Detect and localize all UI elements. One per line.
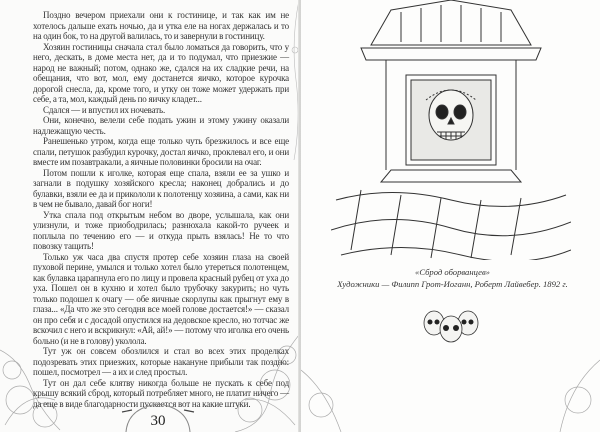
- paragraph: Потом пошли к иголке, которая еще спала, взяли ее за ушко и загнали в подушку хозяйского кресла; наконец добрались и до булавки, взяли ее да и прикололи к полотенцу хозяина, а сами, как ни в чем не бывало, давай бог ноги!: [33, 167, 289, 209]
- paragraph: Только уж часа два спустя протер себе хозяин глаза на своей пуховой перине, умылся и только хотел было утереться полотенцем, как булавка царапнула его по лицу и провела красный рубец от уха до уха. Пошел он в кухню и хотел было трубочку закурить; но чуть только подошел к очагу — обе яичные скорлупы как прыгнут ему в глаза... «Да что же это сегодня все моей голове достается!» — сказал он про себя и с досадой опустился на дедовское кресло, но тотчас же вскочил с него и вскрикнул: «Ай, ай!» — потому что иголка его очень больно (и не в голову) уколола.: [33, 251, 289, 346]
- paragraph: Тут уж он совсем обозлился и стал во всех этих проделках подозревать этих приезжих, которые накануне прибыли так поздно: пошел, посмотрел — а их и след простыл.: [33, 346, 289, 377]
- paragraph: Хозяин гостиницы сначала стал было ломаться да говорить, что у него, дескать, в доме места нет, да и то подумал, что приезжие — народ не важный; потом, однако же, сдался на их сладкие речи, на обещания, что вот, мол, ему достанется яичко, которое курочка дорогой снесла, да, кроме того, и утку он тоже может удержать при себе, а та, мол, каждый день по яичку кладет...: [33, 41, 289, 104]
- three-skulls-icon: [421, 305, 481, 350]
- page-number: 30: [150, 413, 166, 429]
- caption-title: «Сброд оборванцев»: [415, 267, 490, 277]
- paragraph: Поздно вечером приехали они к гостинице, и так как им не хотелось дальше ехать ночью, да и утка еле на ногах держалась и то на один бок, то на другой валилась, то и завернули в гостиницу.: [33, 10, 289, 41]
- corner-ornament-left-icon: [301, 360, 371, 432]
- paragraph: Тут он дал себе клятву никогда больше не пускать к себе под крышу всякий сброд, который потребляет много, не платит ничего — да еще в виде благодарности пускается вот на какие штуки.: [33, 377, 289, 409]
- corner-ornament-right-icon: [530, 355, 600, 432]
- paragraph: Утка спала под открытым небом во дворе, услышала, как они улизнули, и тоже приободрилась; разнюхала какой-то ручеек и поплыла по течению его — и откуда прыть взялась! Не то что повозку тащить!: [33, 209, 289, 251]
- paragraph: Сдался — и впустил их ночевать.: [43, 104, 166, 115]
- caption-credit: Художники — Филипп Грот-Иоганн, Роберт Лайвебер. 1892 г.: [337, 279, 568, 289]
- illustration-house-window-skull: [331, 0, 571, 260]
- right-page: [301, 0, 600, 432]
- body-text: [33, 10, 289, 409]
- paragraph: Они, конечно, велели себе подать ужин и этому ужину оказали надлежащую честь.: [33, 115, 289, 136]
- left-page: [0, 0, 299, 432]
- paragraph: Ранешенько утром, когда еще только чуть брезжилось и все еще спали, петушок разбудил курочку, достал яичко, проклевал его, и они вместе им позавтракали, а яичные половинки бросили на очаг.: [33, 136, 289, 167]
- illustration-caption: [315, 266, 590, 290]
